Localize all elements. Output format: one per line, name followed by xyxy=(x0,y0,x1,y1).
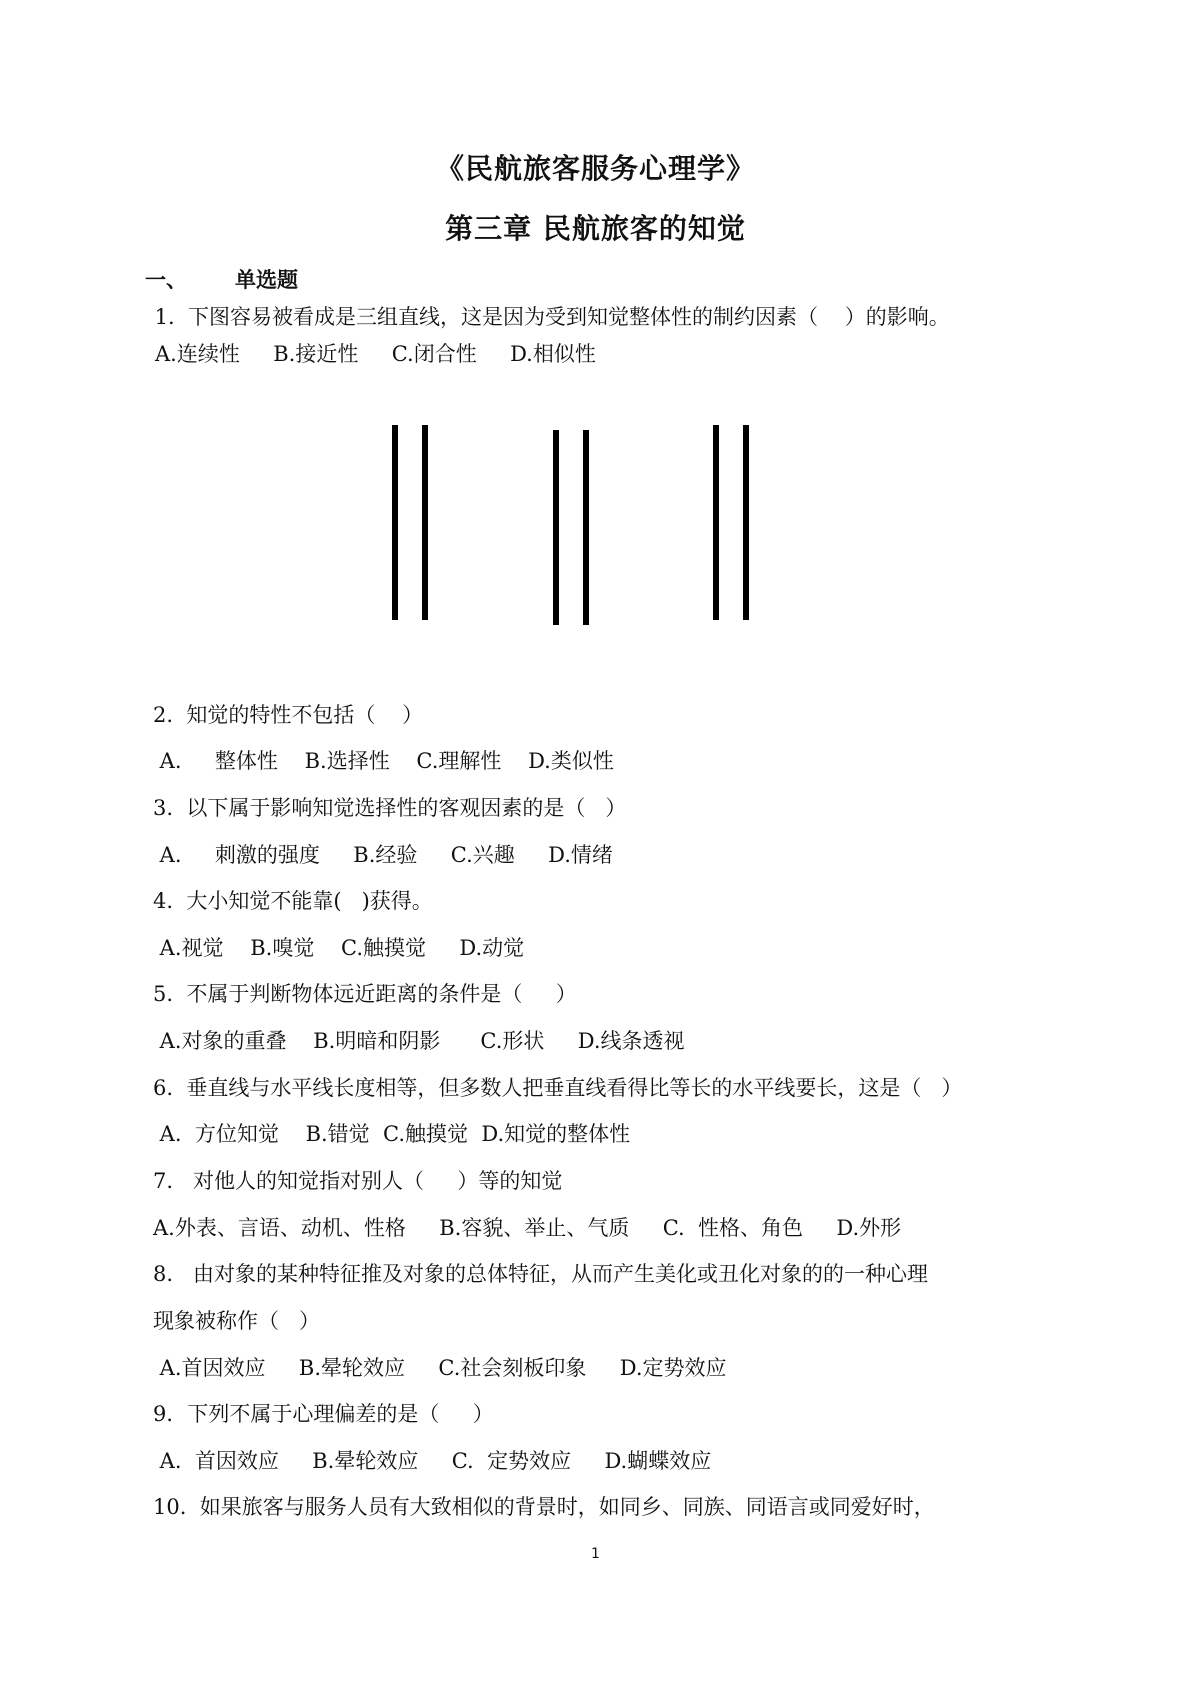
page-number: 1 xyxy=(591,1546,600,1562)
question-2-options: A. 整体性 B.选择性 C.理解性 D.类似性 xyxy=(153,749,614,773)
question-10-stem: 10. 如果旅客与服务人员有大致相似的背景时，如同乡、同族、同语言或同爱好时， xyxy=(153,1495,935,1519)
question-9-options: A. 首因效应 B.晕轮效应 C. 定势效应 D.蝴蝶效应 xyxy=(153,1449,712,1473)
question-7-stem: 7. 对他人的知觉指对别人（ ）等的知觉 xyxy=(153,1169,563,1193)
question-8-options: A.首因效应 B.晕轮效应 C.社会刻板印象 D.定势效应 xyxy=(153,1356,727,1380)
document-title: 《民航旅客服务心理学》 xyxy=(435,152,755,185)
question-1-options: A.连续性 B.接近性 C.闭合性 D.相似性 xyxy=(155,342,596,366)
question-4-options: A.视觉 B.嗅觉 C.触摸觉 D.动觉 xyxy=(153,936,525,960)
question-6-stem: 6. 垂直线与水平线长度相等，但多数人把垂直线看得比等长的水平线要长，这是（ ） xyxy=(153,1076,963,1100)
question-5-stem: 5. 不属于判断物体远近距离的条件是（ ） xyxy=(153,982,577,1006)
question-3-options: A. 刺激的强度 B.经验 C.兴趣 D.情绪 xyxy=(153,843,613,867)
question-7-options: A.外表、言语、动机、性格 B.容貌、举止、气质 C. 性格、角色 D.外形 xyxy=(153,1216,902,1240)
question-4-stem: 4. 大小知觉不能靠( )获得。 xyxy=(153,889,433,913)
question-8-stem: 8. 由对象的某种特征推及对象的总体特征，从而产生美化或丑化对象的的一种心理 xyxy=(153,1262,929,1286)
chapter-title: 第三章 民航旅客的知觉 xyxy=(445,212,746,245)
question-1-stem: 1. 下图容易被看成是三组直线，这是因为受到知觉整体性的制约因素（ ）的影响。 xyxy=(148,305,950,329)
question-3-stem: 3. 以下属于影响知觉选择性的客观因素的是（ ） xyxy=(153,796,627,820)
question-6-options: A. 方位知觉 B.错觉 C.触摸觉 D.知觉的整体性 xyxy=(153,1122,631,1146)
section-heading xyxy=(145,264,298,294)
question-9-stem: 9．下列不属于心理偏差的是（ ） xyxy=(153,1402,494,1426)
parallel-lines-figure xyxy=(380,420,750,630)
question-8-stem-continued: 现象被称作（ ） xyxy=(153,1309,321,1333)
section-number: 一、 xyxy=(145,268,187,292)
question-5-options: A.对象的重叠 B.明暗和阴影 C.形状 D.线条透视 xyxy=(153,1029,685,1053)
question-2-stem: 2. 知觉的特性不包括（ ） xyxy=(153,703,424,727)
section-title: 单选题 xyxy=(235,268,298,292)
